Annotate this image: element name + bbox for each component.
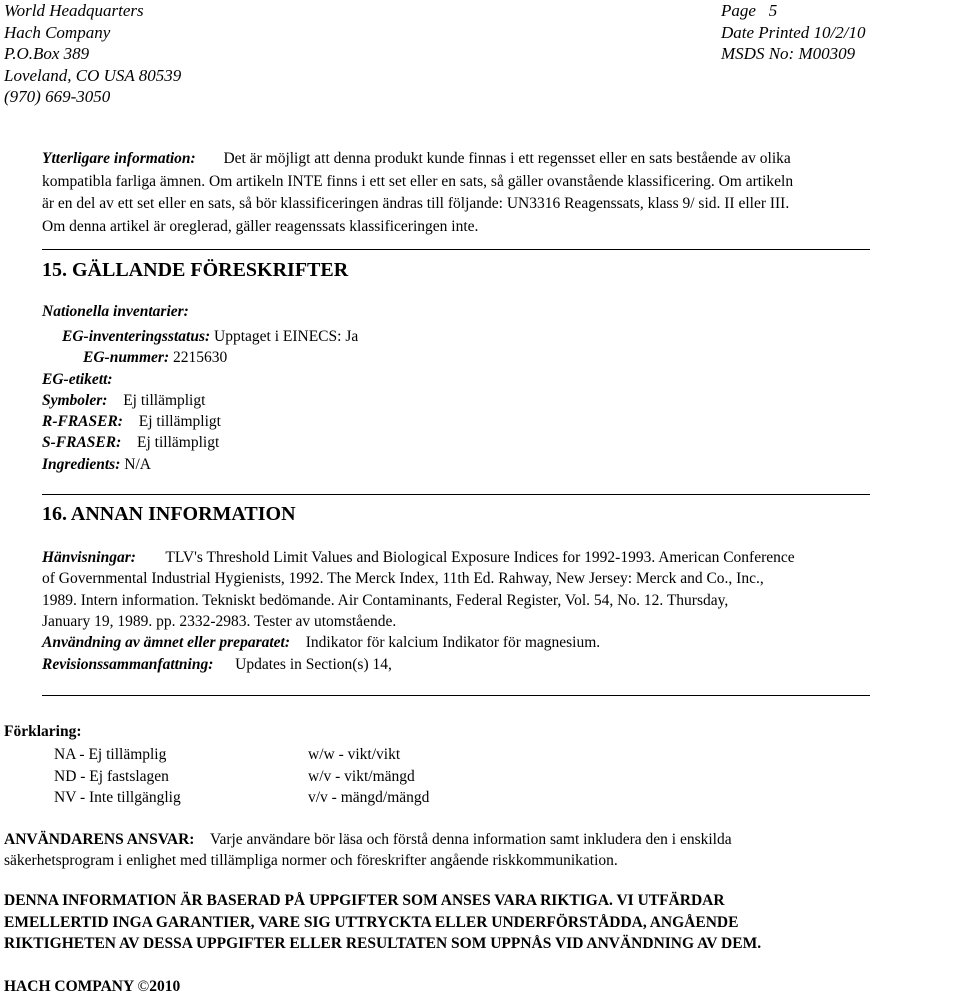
eg-number-value: 2215630 <box>173 349 228 366</box>
eg-number <box>83 348 227 368</box>
additional-info-text1: Det är möjligt att denna produkt kunde finnas i ett regensset eller en sats bestående av olika <box>223 150 791 167</box>
r-phrases-row <box>42 412 221 432</box>
r-phrases-value: Ej tillämpligt <box>138 413 221 430</box>
legend-item: v/v - mängd/mängd <box>308 789 430 806</box>
legend-item: NV - Inte tillgänglig <box>54 789 181 806</box>
revision-label: Revisionssammanfattning: <box>42 656 214 673</box>
section15-title: 15. GÄLLANDE FÖRESKRIFTER <box>42 259 349 281</box>
disclaimer <box>4 890 761 955</box>
legend-item: NA - Ej tillämplig <box>54 746 167 763</box>
disclaimer-line: RIKTIGHETEN AV DESSA UPPGIFTER ELLER RESULTATEN SOM UPPNÅS VID ANVÄNDNING AV DEM. <box>4 935 762 952</box>
page-number: 5 <box>768 1 778 20</box>
s-phrases-row <box>42 433 219 453</box>
footer-company: HACH COMPANY <box>4 978 134 995</box>
usage-row <box>42 633 600 653</box>
additional-info-label: Ytterligare information: <box>42 150 196 167</box>
user-responsibility-text1: Varje användare bör läsa och förstå denna information samt inkludera den i enskilda <box>209 831 732 848</box>
legend-left-column <box>54 744 181 809</box>
symbols-value: Ej tillämpligt <box>123 392 206 409</box>
footer-year: 2010 <box>149 978 181 995</box>
city-state: Loveland, CO USA 80539 <box>4 65 182 85</box>
disclaimer-line: DENNA INFORMATION ÄR BASERAD PÅ UPPGIFTER SOM ANSES VARA RIKTIGA. VI UTFÄRDAR <box>4 892 725 909</box>
copyright-icon: © <box>137 978 150 995</box>
ingredients-row <box>42 455 151 475</box>
legend-item: ND - Ej fastslagen <box>54 767 169 785</box>
footer-copyright <box>4 977 180 997</box>
legend-item: w/v - vikt/mängd <box>308 767 415 785</box>
symbols-row <box>42 391 205 411</box>
ingredients-value: N/A <box>124 456 151 473</box>
section-divider <box>42 695 870 696</box>
references-line4: January 19, 1989. pp. 2332-2983. Tester av utomstående. <box>42 613 397 630</box>
user-responsibility-line1 <box>4 830 732 850</box>
usage-label: Användning av ämnet eller preparatet: <box>42 634 290 651</box>
eg-inventory-status <box>62 327 358 347</box>
eg-number-label: EG-nummer: <box>83 349 170 366</box>
header-address <box>4 0 181 108</box>
user-responsibility-label: ANVÄNDARENS ANSVAR: <box>4 831 195 848</box>
revision-value: Updates in Section(s) 14, <box>235 656 392 673</box>
references-line2: of Governmental Industrial Hygienists, 1992. The Merck Index, 11th Ed. Rahway, New Jersey: Merck and Co., Inc., <box>42 570 764 587</box>
header-meta <box>721 0 865 65</box>
revision-row <box>42 655 392 675</box>
company-name: Hach Company <box>4 22 111 42</box>
legend-right-column <box>308 744 429 809</box>
references-label: Hänvisningar: <box>42 549 136 566</box>
references-line3: 1989. Intern information. Tekniskt bedömande. Air Contaminants, Federal Register, Vol. 54, No. 12. Thursday, <box>42 592 729 609</box>
usage-value: Indikator för kalcium Indikator för magnesium. <box>305 634 601 651</box>
page-indicator <box>721 0 865 22</box>
section-divider <box>42 494 870 495</box>
eg-inventory-value: Upptaget i EINECS: Ja <box>214 328 359 345</box>
eg-inventory-label: EG-inventeringsstatus: <box>62 328 211 345</box>
additional-info-line3: är en del av ett set eller en sats, så bör klassificeringen ändras till följande: UN3316 Reagenssats, klass 9/ sid. II eller III. <box>42 195 790 212</box>
additional-info-line2: kompatibla farliga ämnen. Om artikeln INTE finns i ett set eller en sats, så gäller ovanstående klassificering. Om artikeln <box>42 173 794 190</box>
phone-number: (970) 669-3050 <box>4 87 111 106</box>
eg-label: EG-etikett: <box>42 371 113 388</box>
date-printed: Date Printed 10/2/10 <box>721 22 866 42</box>
user-responsibility-line2: säkerhetsprogram i enlighet med tillämpliga normer och föreskrifter angående riskkommunikation. <box>4 852 618 869</box>
s-phrases-value: Ej tillämpligt <box>137 434 220 451</box>
disclaimer-line: EMELLERTID INGA GARANTIER, VARE SIG UTTRYCKTA ELLER UNDERFÖRSTÅDDA, ANGÅENDE <box>4 913 739 931</box>
additional-info-line1 <box>42 149 791 169</box>
page-label: Page <box>721 1 756 20</box>
legend-item: w/w - vikt/vikt <box>308 746 401 763</box>
national-inventories-label: Nationella inventarier: <box>42 303 189 320</box>
symbols-label: Symboler: <box>42 392 108 409</box>
additional-info-line4: Om denna artikel är oreglerad, gäller reagenssats klassificeringen inte. <box>42 218 479 235</box>
section16-title: 16. ANNAN INFORMATION <box>42 503 296 525</box>
section-divider <box>42 249 870 250</box>
po-box: P.O.Box 389 <box>4 44 90 63</box>
hq-label: World Headquarters <box>4 1 144 20</box>
references-text1: TLV's Threshold Limit Values and Biological Exposure Indices for 1992-1993. American Conference <box>165 549 795 566</box>
ingredients-label: Ingredients: <box>42 456 121 473</box>
s-phrases-label: S-FRASER: <box>42 434 122 451</box>
msds-number: MSDS No: M00309 <box>721 44 856 63</box>
references-line1 <box>42 548 795 568</box>
legend-title: Förklaring: <box>4 723 82 740</box>
r-phrases-label: R-FRASER: <box>42 413 123 430</box>
